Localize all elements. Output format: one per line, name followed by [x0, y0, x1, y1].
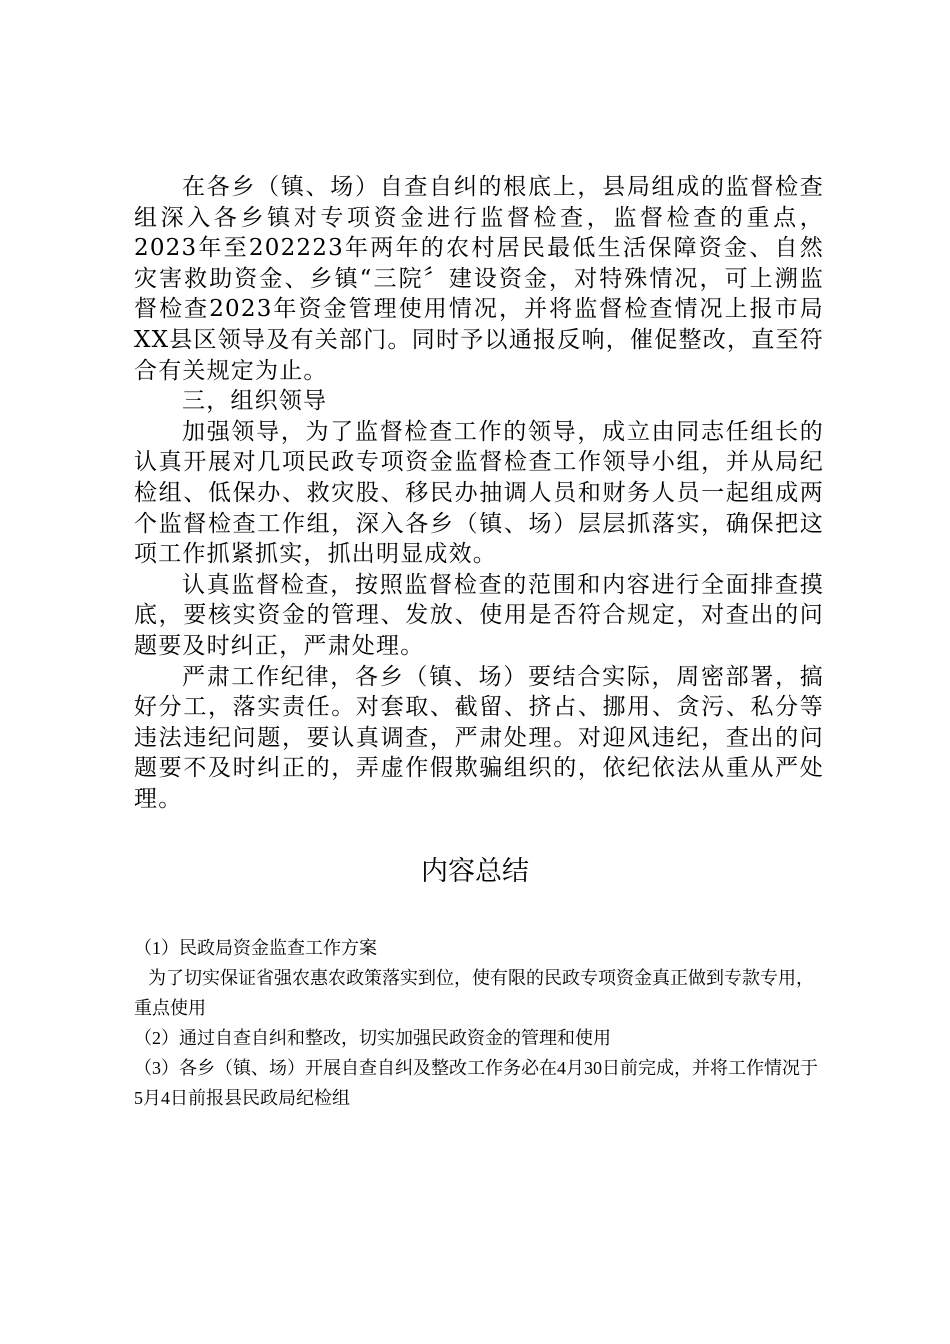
paragraph-inspection-scope: 在各乡（镇、场）自查自纠的根底上，县局组成的监督检查组深入各乡镇对专项资金进行监督检查，监督检查的重点，2023年至202223年两年的农村居民最低生活保障资金、自然灾害救助资金、乡镇“三院〞建设资金，对特殊情况，可上溯监督检查2023年资金管理使用情况，并将监督检查情况上报市局XX县区领导及有关部门。同时予以通报反响，催促整改，直至符合有关规定为止。 — [134, 174, 824, 384]
summary-list — [134, 933, 824, 1113]
paragraph-leadership: 加强领导，为了监督检查工作的领导，成立由同志任组长的认真开展对几项民政专项资金监督检查工作领导小组，并从局纪检组、低保办、救灾股、移民办抽调人员和财务人员一起组成两个监督检查工作组，深入各乡（镇、场）层层抓落实，确保把这项工作抓紧抓实，抓出明显成效。 — [134, 418, 824, 568]
summary-item: （1）民政局资金监查工作方案 — [134, 938, 377, 958]
summary-item: （2）通过自查自纠和整改，切实加强民政资金的管理和使用 — [134, 1028, 611, 1048]
paragraph-inspection: 认真监督检查，按照监督检查的范围和内容进行全面排查摸底，要核实资金的管理、发放、使用是否符合规定，对查出的问题要及时纠正，严肃处理。 — [134, 571, 824, 659]
summary-item: （3）各乡（镇、场）开展自查自纠及整改工作务必在4月30日前完成，并将工作情况于5月4日前报县民政局纪检组 — [134, 1058, 818, 1108]
summary-item: 为了切实保证省强农惠农政策落实到位，使有限的民政专项资金真正做到专款专用，重点使用 — [134, 968, 814, 1018]
summary-title: 内容总结 — [421, 856, 529, 887]
document-body — [134, 172, 824, 814]
paragraph-discipline: 严肃工作纪律，各乡（镇、场）要结合实际，周密部署，搞好分工，落实责任。对套取、截留、挤占、挪用、贪污、私分等违法违纪问题，要认真调查，严肃处理。对迎风违纪，查出的问题要不及时纠正的，弄虚作假欺骗组织的，依纪依法从重从严处理。 — [134, 663, 824, 812]
section-heading-organization: 三，组织领导 — [182, 388, 328, 415]
